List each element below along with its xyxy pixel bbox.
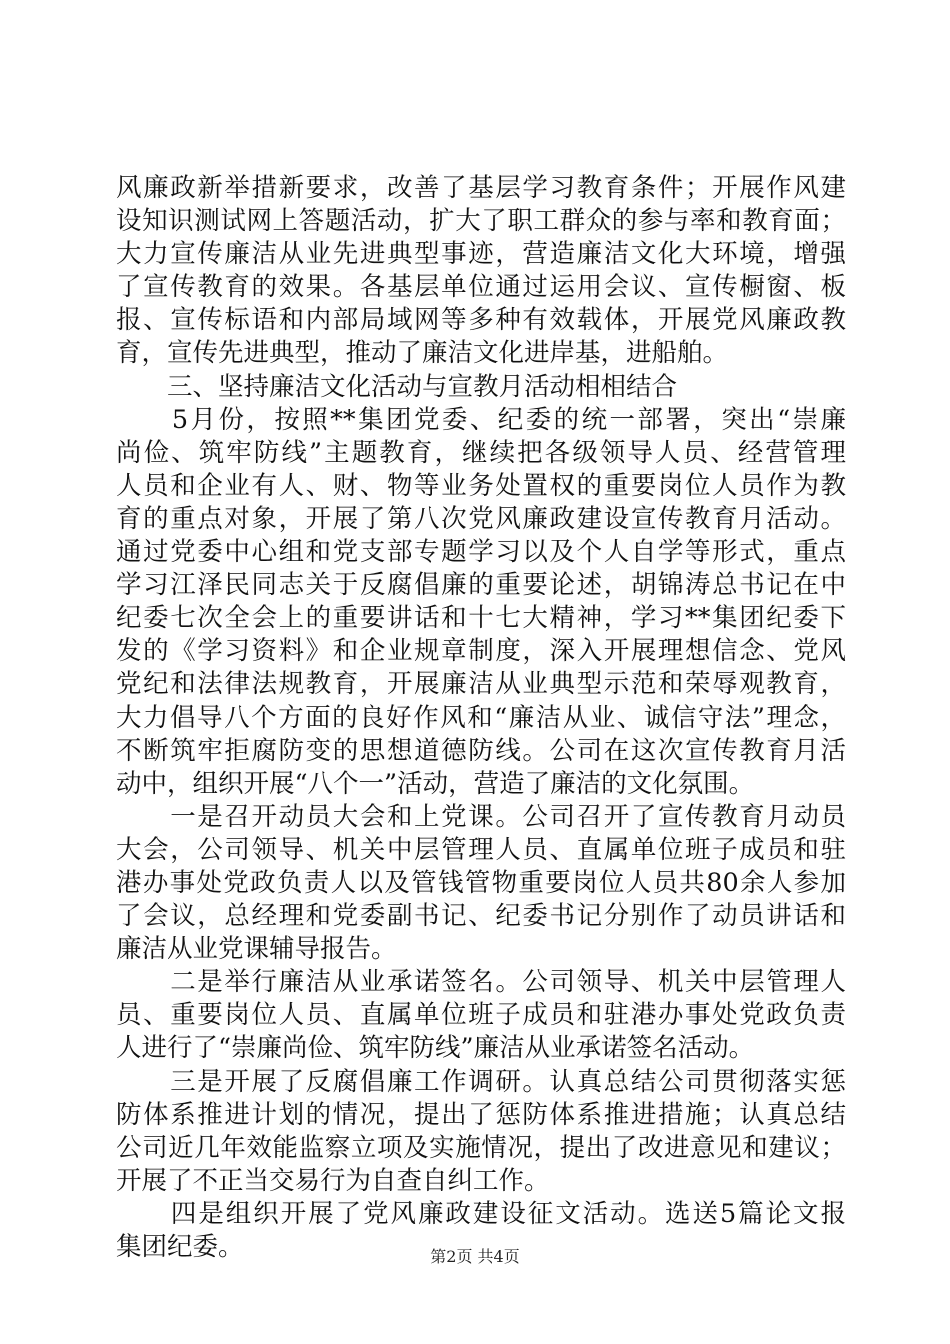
document-body bbox=[116, 172, 846, 1264]
text-line: 不断筑牢拒腐防变的思想道德防线。公司在这次宣传教育月活 bbox=[116, 735, 846, 766]
text-line: 港办事处党政负责人以及管钱管物重要岗位人员共80余人参加 bbox=[116, 867, 846, 898]
text-line: 二是举行廉洁从业承诺签名。公司领导、机关中层管理人 bbox=[116, 967, 846, 998]
text-line: 大力倡导八个方面的良好作风和“廉洁从业、诚信守法”理念， bbox=[116, 702, 846, 733]
text-line: 纪委七次全会上的重要讲话和十七大精神，学习**集团纪委下 bbox=[116, 603, 846, 634]
text-line: 通过党委中心组和党支部专题学习以及个人自学等形式，重点 bbox=[116, 537, 846, 568]
text-line: 了宣传教育的效果。各基层单位通过运用会议、宣传橱窗、板 bbox=[116, 272, 846, 303]
page-footer: 第2页 共4页 bbox=[430, 1247, 520, 1266]
text-line: 5月份，按照**集团党委、纪委的统一部署，突出“崇廉 bbox=[116, 404, 846, 435]
text-line: 员、重要岗位人员、直属单位班子成员和驻港办事处党政负责 bbox=[116, 1000, 846, 1031]
text-line: 一是召开动员大会和上党课。公司召开了宣传教育月动员 bbox=[116, 801, 846, 832]
text-line: 发的《学习资料》和企业规章制度，深入开展理想信念、党风 bbox=[116, 636, 846, 667]
text-line: 集团纪委。 bbox=[116, 1232, 244, 1262]
text-line: 学习江泽民同志关于反腐倡廉的重要论述，胡锦涛总书记在中 bbox=[116, 570, 846, 601]
text-line: 防体系推进计划的情况，提出了惩防体系推进措施；认真总结 bbox=[116, 1099, 846, 1130]
text-line: 人员和企业有人、财、物等业务处置权的重要岗位人员作为教 bbox=[116, 470, 846, 501]
text-line: 公司近几年效能监察立项及实施情况，提出了改进意见和建议； bbox=[116, 1132, 846, 1163]
text-line: 设知识测试网上答题活动，扩大了职工群众的参与率和教育面； bbox=[116, 206, 846, 237]
text-line: 大会，公司领导、机关中层管理人员、直属单位班子成员和驻 bbox=[116, 834, 846, 865]
text-line: 三是开展了反腐倡廉工作调研。认真总结公司贯彻落实惩 bbox=[116, 1066, 846, 1097]
text-line: 三、坚持廉洁文化活动与宣教月活动相相结合 bbox=[116, 371, 678, 402]
text-line: 育，宣传先进典型，推动了廉洁文化进岸基，进船舶。 bbox=[116, 338, 729, 369]
text-line: 党纪和法律法规教育，开展廉洁从业典型示范和荣辱观教育， bbox=[116, 669, 846, 700]
text-line: 报、宣传标语和内部局域网等多种有效载体，开展党风廉政教 bbox=[116, 305, 846, 336]
text-line: 动中，组织开展“八个一”活动，营造了廉洁的文化氛围。 bbox=[116, 768, 755, 799]
text-line: 大力宣传廉洁从业先进典型事迹，营造廉洁文化大环境，增强 bbox=[116, 239, 846, 270]
text-line: 廉洁从业党课辅导报告。 bbox=[116, 934, 397, 965]
text-line: 尚俭、筑牢防线”主题教育，继续把各级领导人员、经营管理 bbox=[116, 437, 846, 468]
text-line: 风廉政新举措新要求，改善了基层学习教育条件；开展作风建 bbox=[116, 173, 846, 203]
text-line: 育的重点对象，开展了第八次党风廉政建设宣传教育月活动。 bbox=[116, 503, 846, 534]
text-line: 人进行了“崇廉尚俭、筑牢防线”廉洁从业承诺签名活动。 bbox=[116, 1033, 755, 1064]
text-line: 开展了不正当交易行为自查自纠工作。 bbox=[116, 1165, 550, 1196]
text-line: 了会议，总经理和党委副书记、纪委书记分别作了动员讲话和 bbox=[116, 901, 846, 932]
text-line: 四是组织开展了党风廉政建设征文活动。选送5篇论文报 bbox=[116, 1198, 846, 1229]
